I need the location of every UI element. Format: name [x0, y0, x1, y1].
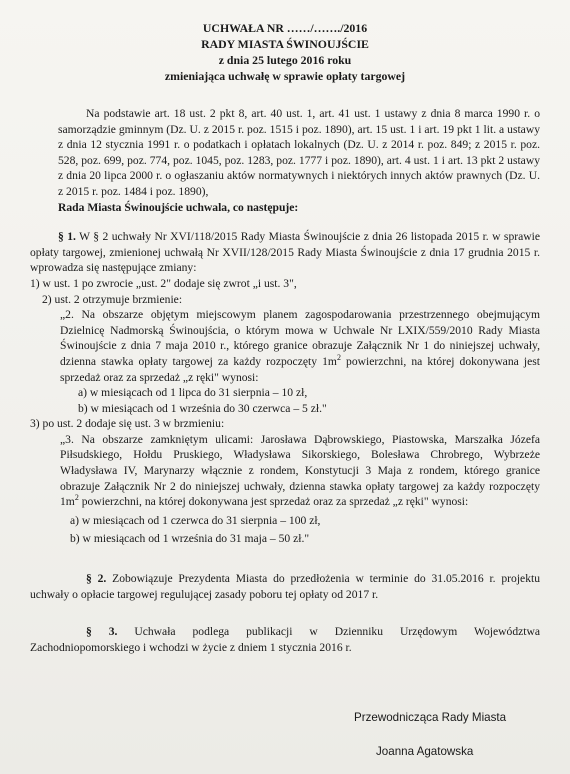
section-2-body: Zobowiązuje Prezydenta Miasta do przedłożenia w terminie do 31.05.2016 r. projektu uchwały o opłacie targowej regulującej zasady poboru tej opłaty od 2017 r.	[30, 572, 541, 601]
resolution-subject: zmieniająca uchwałę w sprawie opłaty targowej	[164, 69, 406, 83]
paragraph-3-sup: 2	[74, 493, 79, 503]
legal-basis-text: Na podstawie art. 18 ust. 2 pkt 8, art. 40 ust. 1, art. 41 ust. 1 ustawy z dnia 8 marca 1990 r. o samorządzie gminnym (Dz. U. z 2015 r. poz. 1515 i poz. 1890), art. 15 ust. 1 i art. 19 pkt 1 lit. a ustawy z dnia 12 stycznia 1991 r. o podatkach i opłatach lokalnych (Dz. U. z 2014 r. poz. 849; z 2015 r. poz. 528, poz. 699, poz. 774, poz. 1045, poz. 1283, poz. 1777 i poz. 1890), art. 4 ust. 1 i art. 13 pkt 2 ustawy z dnia 20 lipca 2000 r. o ogłaszaniu aktów normatywnych i niektórych innych aktów prawnych (Dz. U. z 2015 r. poz. 1484 i poz. 1890),	[58, 107, 540, 198]
section-1-text	[30, 229, 540, 276]
paragraph-2-rate-b: b) w miesiącach od 1 września do 30 czerwca – 5 zł."	[78, 401, 327, 415]
resolution-number: UCHWAŁA NR ……/……./2016	[202, 21, 368, 35]
resolution-header	[30, 20, 540, 84]
amendment-item-1: 1) w ust. 1 po zwrocie „ust. 2" dodaje się zwrot „i ust. 3",	[30, 276, 297, 290]
section-1	[30, 229, 540, 547]
paragraph-2-text-b: powierzchni, na której dokonywana jest sprzedaż oraz za sprzedaż „z ręki" wynosi:	[60, 354, 540, 384]
council-name: RADY MIASTA ŚWINOUJŚCIE	[201, 37, 369, 51]
paragraph-2-sup: 2	[336, 353, 341, 363]
legal-basis	[30, 106, 540, 215]
paragraph-3-rate-b: b) w miesiącach od 1 września do 31 maja – 50 zł."	[70, 532, 310, 546]
signature-name: Joanna Agatowska	[376, 745, 474, 758]
paragraph-2-rate-a: a) w miesiącach od 1 lipca do 31 sierpnia – 10 zł,	[78, 386, 308, 400]
council-resolves: Rada Miasta Świnoujście uchwala, co następuje:	[58, 200, 299, 214]
section-3-mark: § 3.	[86, 625, 118, 639]
section-2	[30, 571, 540, 602]
paragraph-3-rate-a: a) w miesiącach od 1 czerwca do 31 sierpnia – 100 zł,	[70, 513, 321, 527]
paragraph-2-text-a: „2. Na obszarze objętym miejscowym planem zagospodarowania przestrzennego obejmującym Dzielnicę Nadmorską Świnoujścia, o którym mowa w Uchwale Nr LXIX/559/2010 Rady Miasta Świnoujście z dnia 7 maja 2010 r., którego granice obrazuje Załącznik Nr 1 do niniejszej uchwały, dzienna stawka opłaty targowej za każdy rozpoczęty 1m	[60, 308, 540, 368]
paragraph-3-text-b: powierzchni, na której dokonywana jest sprzedaż oraz za sprzedaż „z ręki" wynosi:	[78, 495, 469, 509]
section-3-text	[30, 624, 540, 655]
amendment-item-2: 2) ust. 2 otrzymuje brzmienie:	[42, 292, 183, 306]
paragraph-2-quote	[60, 307, 540, 385]
section-2-text	[30, 571, 540, 602]
signature-role: Przewodnicząca Rady Miasta	[354, 711, 507, 724]
section-1-body: W § 2 uchwały Nr XVI/118/2015 Rady Miasta Świnoujście z dnia 26 listopada 2015 r. w sprawie opłaty targowej, zmienionej uchwałą Nr XVII/128/2015 Rady Miasta Świnoujście z dnia 17 grudnia 2015 r. wprowadza się następujące zmiany:	[30, 230, 540, 275]
section-1-mark: § 1.	[58, 230, 76, 244]
amendment-item-3: 3) po ust. 2 dodaje się ust. 3 w brzmieniu:	[30, 417, 225, 431]
paragraph-3-text-a: „3. Na obszarze zamkniętym ulicami: Jarosława Dąbrowskiego, Piastowska, Marszałka Józefa Piłsudskiego, Hołdu Pruskiego, Władysława Sikorskiego, Bolesława Chrobrego, Wybrzeże Władysława IV, Marynarzy włącznie z rondem, Konstytucji 3 Maja z rondem, którego granice obrazuje Załącznik Nr 2 do niniejszej uchwały, dzienna stawka opłaty targowej za każdy rozpoczęty 1m	[60, 432, 540, 509]
paragraph-3-quote	[60, 432, 540, 510]
signature-block	[354, 710, 506, 760]
resolution-date: z dnia 25 lutego 2016 roku	[218, 53, 352, 67]
section-2-mark: § 2.	[86, 572, 107, 586]
section-3-body: Uchwała podlega publikacji w Dzienniku Urzędowym Województwa Zachodniopomorskiego i wchodzi w życie z dniem 1 stycznia 2016 r.	[30, 625, 540, 654]
section-3	[30, 624, 540, 655]
